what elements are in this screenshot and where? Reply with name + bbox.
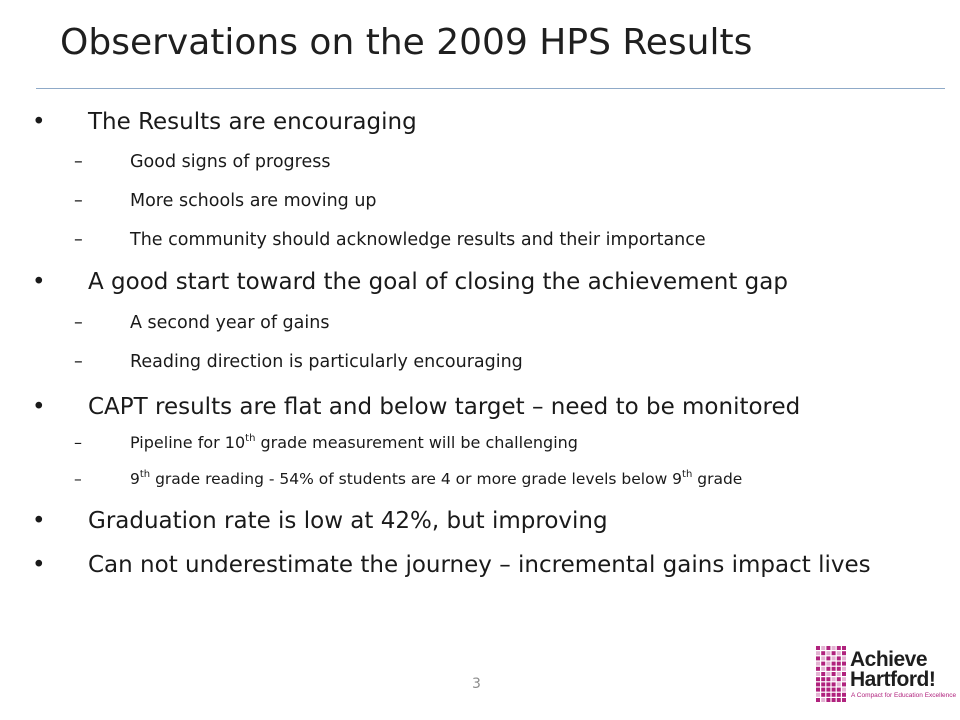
logo-grid-cell bbox=[826, 646, 830, 650]
logo-grid-cell bbox=[842, 662, 846, 666]
sub-bullet-text: 9th grade reading - 54% of students are 4 or more grade levels below 9th grade bbox=[130, 469, 743, 488]
sub-bullet-item bbox=[74, 431, 920, 455]
logo-grid-cell bbox=[837, 693, 841, 697]
logo-grid-cell bbox=[826, 662, 830, 666]
bullet-icon: • bbox=[32, 394, 46, 420]
logo-grid-cell bbox=[832, 672, 836, 676]
bullet-item bbox=[32, 107, 908, 137]
logo-grid-cell bbox=[837, 677, 841, 681]
logo-grid-cell bbox=[832, 698, 836, 702]
bullet-item bbox=[32, 550, 908, 580]
dash-icon: – bbox=[74, 352, 83, 372]
bullet-text: Graduation rate is low at 42%, but improving bbox=[88, 508, 608, 534]
logo-grid-cell bbox=[837, 688, 841, 692]
bullet-item bbox=[32, 392, 908, 422]
logo-grid-cell bbox=[816, 677, 820, 681]
sub-bullet-text: A second year of gains bbox=[130, 313, 330, 333]
logo-grid-cell bbox=[821, 656, 825, 660]
bullet-icon: • bbox=[32, 269, 46, 295]
dash-icon: – bbox=[74, 191, 83, 211]
dash-icon: – bbox=[74, 433, 82, 452]
title-divider bbox=[36, 88, 945, 89]
bullet-text: The Results are encouraging bbox=[88, 109, 417, 135]
logo-grid-cell bbox=[816, 656, 820, 660]
logo-grid-cell bbox=[832, 662, 836, 666]
logo-grid-cell bbox=[816, 646, 820, 650]
logo-grid-cell bbox=[842, 651, 846, 655]
logo-grid-cell bbox=[832, 677, 836, 681]
logo-tagline: A Compact for Education Excellence bbox=[851, 692, 957, 699]
sub-bullet-item bbox=[74, 350, 920, 374]
sub-bullet-text: Good signs of progress bbox=[130, 152, 331, 172]
bullet-icon: • bbox=[32, 109, 46, 135]
logo-grid-cell bbox=[826, 682, 830, 686]
logo-grid-cell bbox=[821, 651, 825, 655]
logo-grid-cell bbox=[826, 698, 830, 702]
bullet-text: A good start toward the goal of closing the achievement gap bbox=[88, 269, 788, 295]
logo-grid-cell bbox=[842, 646, 846, 650]
logo-grid-cell bbox=[821, 646, 825, 650]
logo-grid-cell bbox=[842, 667, 846, 671]
sub-bullet-item bbox=[74, 311, 920, 335]
logo-grid-cell bbox=[826, 672, 830, 676]
logo-grid-cell bbox=[821, 667, 825, 671]
logo-grid-cell bbox=[837, 672, 841, 676]
logo-grid-cell bbox=[826, 667, 830, 671]
bullet-item bbox=[32, 506, 908, 536]
logo-grid-cell bbox=[837, 651, 841, 655]
logo-grid-cell bbox=[837, 656, 841, 660]
logo-grid-cell bbox=[816, 682, 820, 686]
dash-icon: – bbox=[74, 313, 83, 333]
logo-grid-cell bbox=[842, 677, 846, 681]
logo-grid-cell bbox=[832, 693, 836, 697]
sub-bullet-text: More schools are moving up bbox=[130, 191, 377, 211]
logo-grid-cell bbox=[842, 672, 846, 676]
logo-grid-cell bbox=[816, 672, 820, 676]
logo-grid-cell bbox=[832, 667, 836, 671]
bullet-item bbox=[32, 267, 908, 297]
achieve-hartford-logo bbox=[816, 646, 957, 706]
logo-grid-cell bbox=[821, 698, 825, 702]
sub-bullet-item bbox=[74, 228, 920, 252]
logo-grid-cell bbox=[816, 667, 820, 671]
sub-bullet-item bbox=[74, 467, 920, 491]
dash-icon: – bbox=[74, 470, 82, 488]
logo-grid-cell bbox=[816, 693, 820, 697]
slide-title: Observations on the 2009 HPS Results bbox=[60, 22, 753, 63]
dash-icon: – bbox=[74, 152, 83, 172]
bullet-icon: • bbox=[32, 508, 46, 534]
dash-icon: – bbox=[74, 230, 83, 250]
logo-grid-cell bbox=[842, 682, 846, 686]
logo-grid-cell bbox=[842, 693, 846, 697]
logo-grid-cell bbox=[821, 677, 825, 681]
sub-bullet-text: Reading direction is particularly encouraging bbox=[130, 352, 523, 372]
sub-bullet-item bbox=[74, 189, 920, 213]
logo-grid-cell bbox=[826, 651, 830, 655]
logo-grid-cell bbox=[832, 688, 836, 692]
logo-grid-cell bbox=[842, 698, 846, 702]
sub-bullet-item bbox=[74, 150, 920, 174]
bullet-text: Can not underestimate the journey – incremental gains impact lives bbox=[88, 552, 871, 578]
logo-grid-cell bbox=[826, 688, 830, 692]
logo-grid-cell bbox=[832, 651, 836, 655]
logo-grid-cell bbox=[826, 656, 830, 660]
page-number: 3 bbox=[472, 676, 481, 692]
logo-grid-cell bbox=[821, 693, 825, 697]
logo-grid-cell bbox=[821, 672, 825, 676]
logo-grid-cell bbox=[816, 698, 820, 702]
logo-grid-cell bbox=[816, 688, 820, 692]
logo-grid-cell bbox=[826, 693, 830, 697]
logo-grid-cell bbox=[837, 667, 841, 671]
logo-grid-cell bbox=[837, 646, 841, 650]
logo-grid-cell bbox=[821, 682, 825, 686]
logo-grid-cell bbox=[816, 651, 820, 655]
logo-grid-cell bbox=[837, 682, 841, 686]
logo-grid-cell bbox=[832, 646, 836, 650]
sub-bullet-text: Pipeline for 10th grade measurement will be challenging bbox=[130, 433, 578, 452]
logo-line-1: Achieve bbox=[850, 648, 928, 671]
logo-grid-cell bbox=[837, 698, 841, 702]
logo-grid-cell bbox=[832, 682, 836, 686]
logo-grid-cell bbox=[842, 688, 846, 692]
checkmark-grid-icon bbox=[816, 646, 848, 702]
logo-grid-cell bbox=[821, 688, 825, 692]
logo-grid-cell bbox=[842, 656, 846, 660]
logo-line-2: Hartford! bbox=[850, 668, 936, 691]
logo-grid-cell bbox=[816, 662, 820, 666]
logo-grid-cell bbox=[837, 662, 841, 666]
logo-grid-cell bbox=[821, 662, 825, 666]
logo-grid-cell bbox=[832, 656, 836, 660]
bullet-icon: • bbox=[32, 552, 46, 578]
logo-grid-cell bbox=[826, 677, 830, 681]
bullet-text: CAPT results are flat and below target – need to be monitored bbox=[88, 394, 801, 420]
sub-bullet-text: The community should acknowledge results and their importance bbox=[130, 230, 706, 250]
